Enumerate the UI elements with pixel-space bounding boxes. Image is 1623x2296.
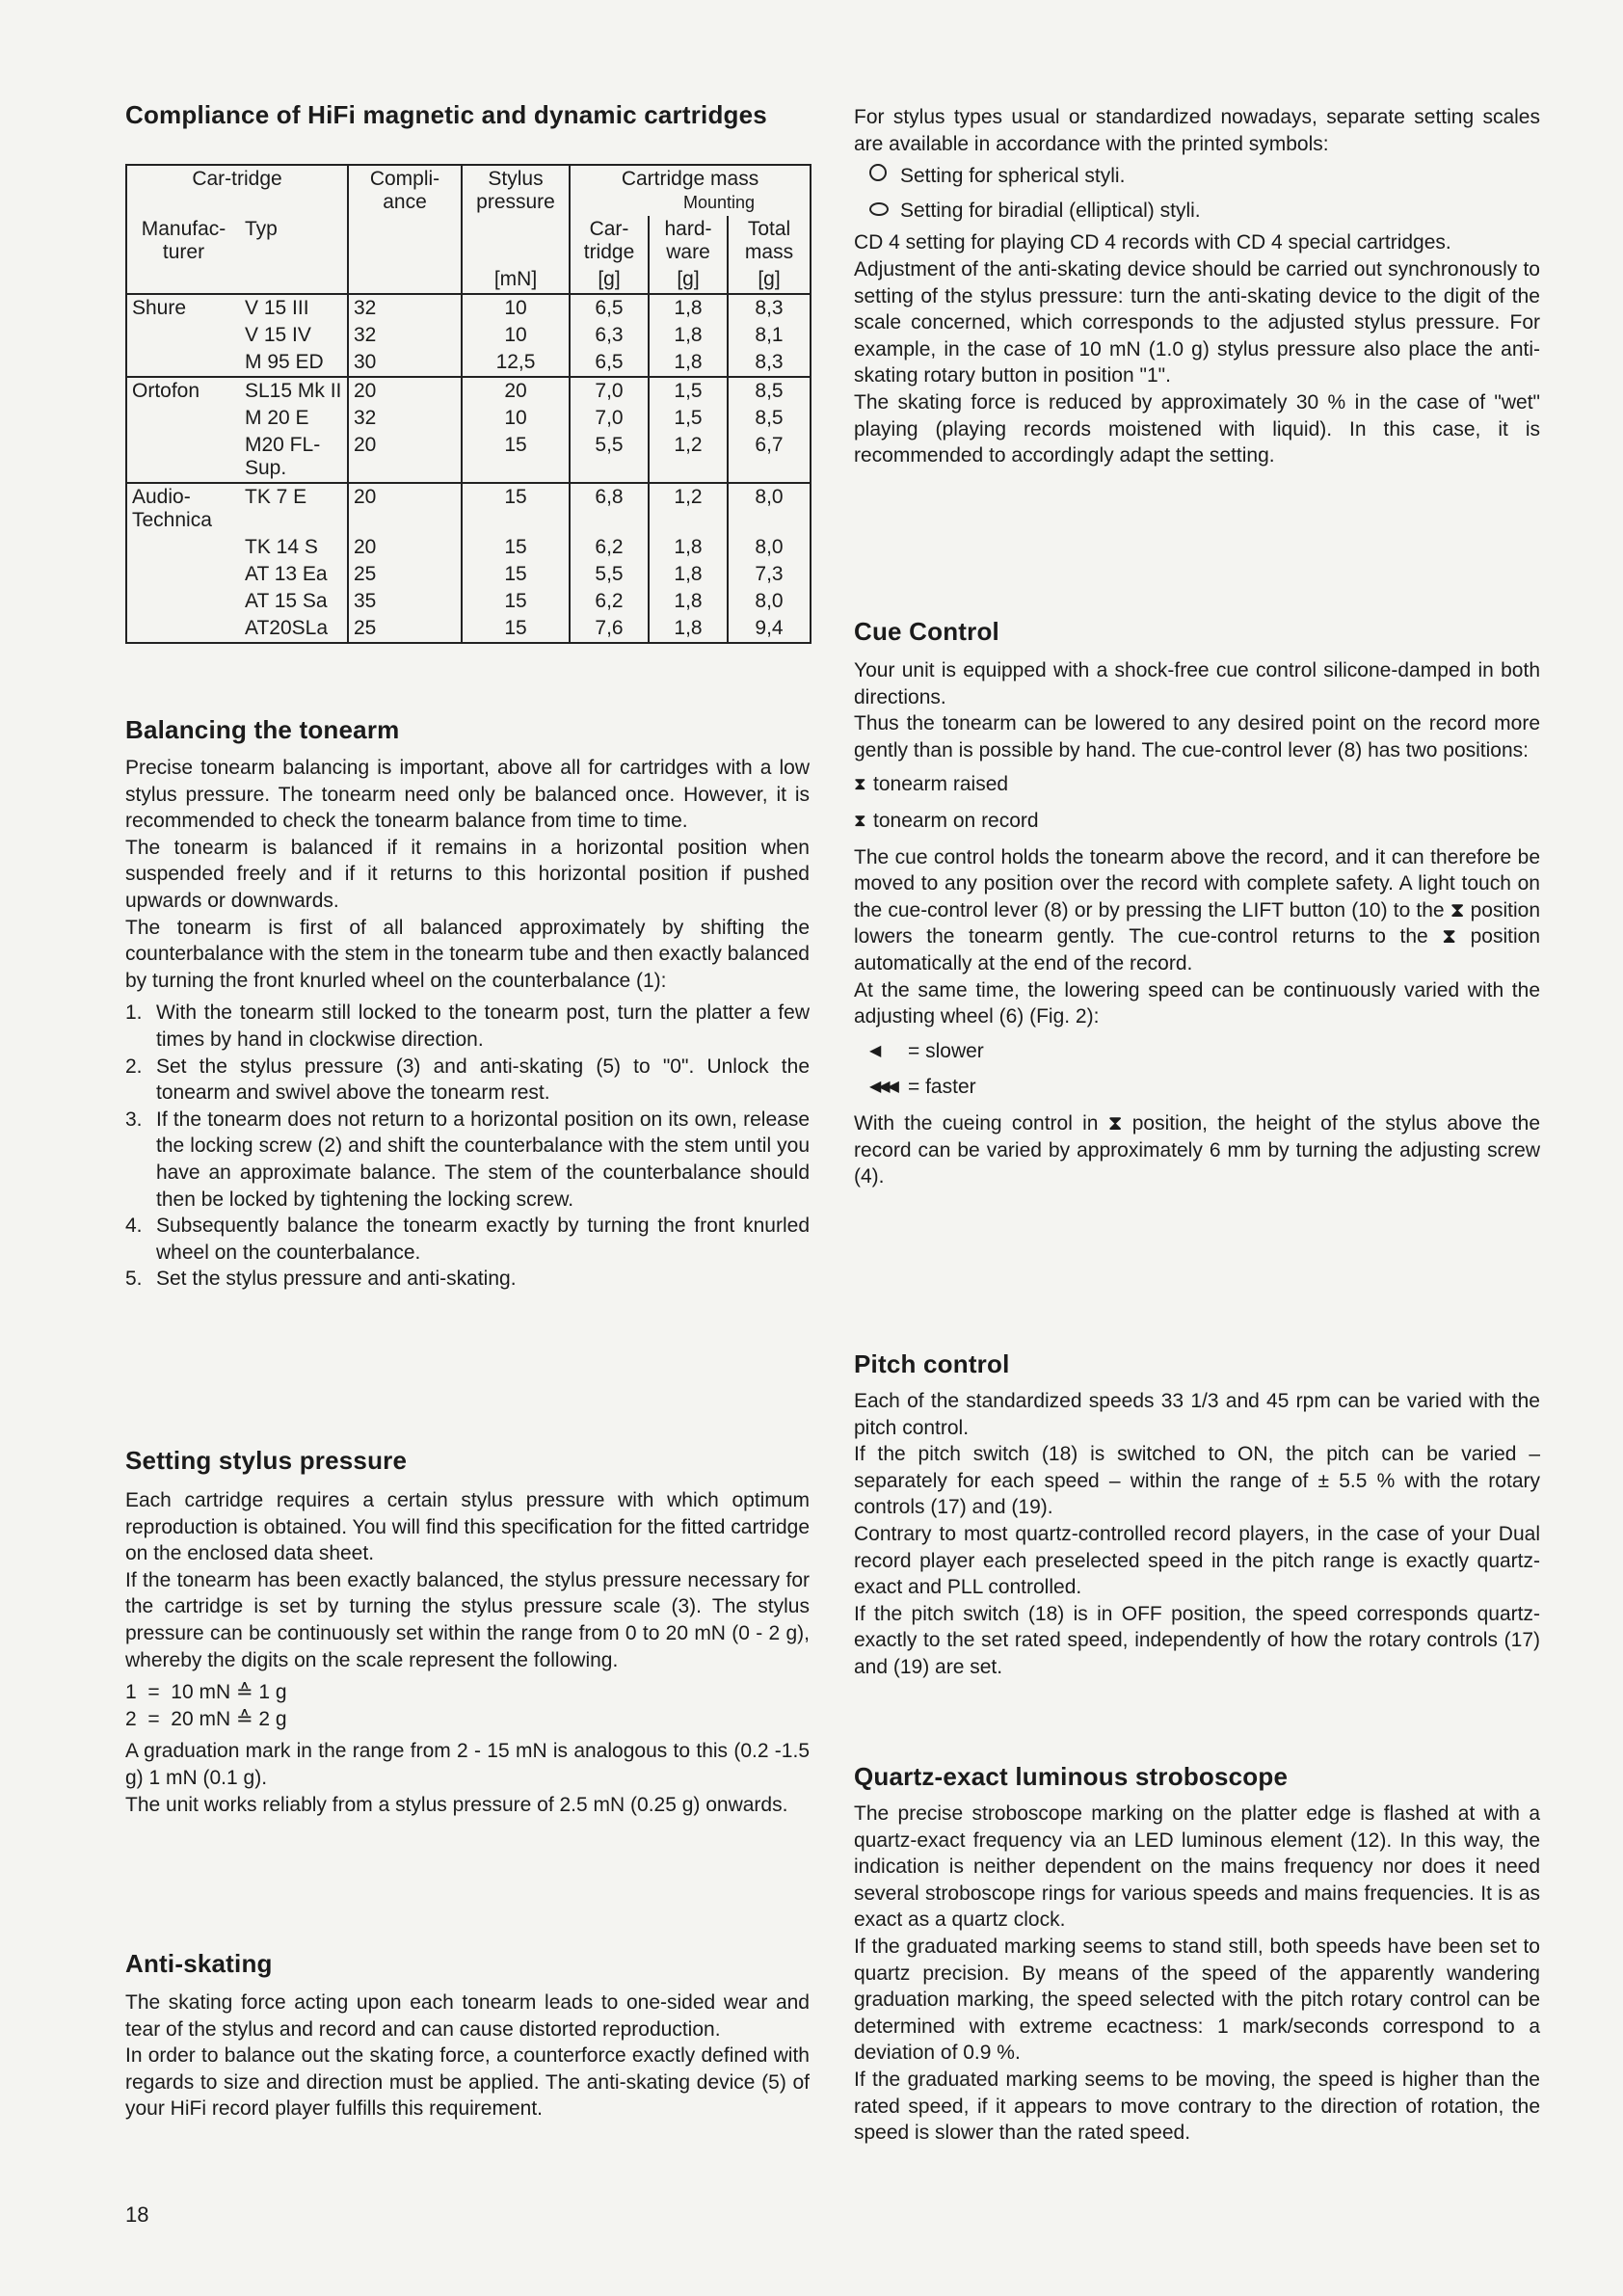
paragraph: A graduation mark in the range from 2 - 15 mN is analogous to this (0.2 -1.5 g) 1 mN (0.1 g). — [125, 1740, 810, 1789]
cell-cartridge-mass: 5,5 — [570, 432, 649, 483]
cell-pressure: 15 — [462, 483, 570, 534]
cell-pressure: 20 — [462, 377, 570, 405]
th-unit-g: [g] — [758, 268, 781, 290]
paragraph: Each of the standardized speeds 33 1/3 and 45 rpm can be varied with the pitch control. — [854, 1390, 1540, 1439]
balancing-text — [125, 755, 810, 1293]
th-mounting: Mounting — [682, 193, 756, 212]
cell-cartridge-mass: 6,5 — [570, 294, 649, 322]
cell-typ: AT 15 Sa — [240, 588, 348, 615]
cue-control-text — [854, 657, 1540, 1190]
table-row — [126, 405, 811, 432]
cell-pressure: 15 — [462, 588, 570, 615]
th-total-mass: Total mass — [744, 218, 794, 263]
th-typ: Typ — [240, 216, 348, 266]
paragraph: With the cueing control in ⧗ position, the height of the stylus above the record can be varied by approximately 6 mm by turning the adjusting screw (4). — [854, 1111, 1540, 1188]
list-item: 5. Set the stylus pressure and anti-skating. — [125, 1268, 517, 1291]
paragraph: If the pitch switch (18) is switched to ON, the pitch can be varied – separately for each speed – within the range of ± 5.5 % with the rotary controls (17) and (19). — [854, 1443, 1540, 1519]
cell-manufacturer — [126, 322, 240, 349]
cell-compliance: 20 — [348, 483, 462, 534]
cell-cartridge-mass: 6,2 — [570, 534, 649, 561]
paragraph: The skating force is reduced by approximately 30 % in the case of "wet" playing (playing records moistened with liquid). In this case, it is recommended to accordingly adapt the setting. — [854, 390, 1540, 467]
cell-compliance: 20 — [348, 432, 462, 483]
cell-hardware-mass: 1,8 — [649, 349, 728, 377]
table-row — [126, 588, 811, 615]
paragraph: Adjustment of the anti-skating device should be carried out synchronously to setting of the stylus pressure: turn the anti-skating device to the digit of the scale concerned, which corresponds to the adjusted stylus pressure. For example, in the case of 10 mN (1.0 g) stylus pressure also place the anti-skating rotary button in position "1". — [854, 257, 1540, 387]
th-stylus-pressure: Stylus pressure — [462, 165, 570, 216]
cell-manufacturer — [126, 432, 240, 483]
biradial-setting: Setting for biradial (elliptical) styli. — [869, 198, 1540, 225]
compliance-title: Compliance of HiFi magnetic and dynamic cartridges — [125, 100, 767, 129]
cell-pressure: 15 — [462, 534, 570, 561]
cell-cartridge-mass: 6,5 — [570, 349, 649, 377]
anti-skating-title: Anti-skating — [125, 1949, 273, 1978]
cell-compliance: 25 — [348, 561, 462, 588]
paragraph: The unit works reliably from a stylus pressure of 2.5 mN (0.25 g) onwards. — [125, 1793, 788, 1816]
cell-hardware-mass: 1,8 — [649, 588, 728, 615]
cell-manufacturer — [126, 588, 240, 615]
cell-compliance: 32 — [348, 405, 462, 432]
paragraph: The cue control holds the tonearm above the record, and it can therefore be moved to any position over the record with complete safety. A light touch on the cue-control lever (8) or by pressing the LIFT button (10) to the ⧗ position lowers the tonearm gently. The cue-control returns to the ⧗ position automatically at the end of the record. — [854, 845, 1540, 974]
paragraph: Each cartridge requires a certain stylus pressure with which optimum reproduction is obtained. You will find this specification for the fitted cartridge on the enclosed data sheet. — [125, 1489, 810, 1565]
cell-manufacturer — [126, 405, 240, 432]
cell-hardware-mass: 1,8 — [649, 294, 728, 322]
cell-manufacturer — [126, 561, 240, 588]
th-unit-mn: [mN] — [462, 266, 570, 294]
cell-total-mass: 8,5 — [755, 407, 784, 429]
cell-pressure: 10 — [462, 322, 570, 349]
cell-pressure: 15 — [462, 615, 570, 643]
th-cartridge-mass-label: Cartridge mass — [621, 168, 759, 190]
speed-slower: ◀ = slower — [869, 1038, 1540, 1065]
cell-manufacturer — [126, 615, 240, 643]
slow-arrow-icon: ◀ — [869, 1042, 879, 1059]
cell-compliance: 35 — [348, 588, 462, 615]
cell-pressure: 15 — [462, 432, 570, 483]
list-item: 3. If the tonearm does not return to a horizontal position on its own, release the locking screw (2) and shift the counterbalance with the stem until you have an approximate balance. The stem of the counterbalance should then be locked by tightening the locking screw. — [125, 1108, 810, 1211]
formula-1: 1 = 10 mN ≙ 1 g — [125, 1681, 287, 1704]
cell-hardware-mass: 1,8 — [649, 534, 728, 561]
cell-total-mass: 9,4 — [755, 617, 784, 639]
pitch-control-text — [854, 1388, 1540, 1681]
cell-typ: V 15 III — [240, 294, 348, 322]
paragraph: The tonearm is balanced if it remains in a horizontal position when suspended freely and if it returns to this horizontal position if pushed upwards or downwards. — [125, 836, 810, 912]
cell-typ: AT 13 Ea — [240, 561, 348, 588]
table-subheader-row — [126, 216, 811, 266]
paragraph: The skating force acting upon each tonearm leads to one-sided wear and tear of the stylus and record and can cause distorted reproduction. — [125, 1991, 810, 2041]
cell-manufacturer: Audio-Technica — [126, 483, 240, 534]
paragraph: In order to balance out the skating force, a counterforce exactly defined with regards to size and direction must be applied. The anti-skating device (5) of your HiFi record player fulfills this requirement. — [125, 2044, 810, 2121]
cell-total-mass: 8,3 — [755, 351, 784, 373]
cell-manufacturer — [126, 349, 240, 377]
spherical-setting: Setting for spherical styli. — [869, 163, 1540, 190]
cell-typ: M 95 ED — [240, 349, 348, 377]
paragraph: Thus the tonearm can be lowered to any desired point on the record more gently than is possible by hand. The cue-control lever (8) has two positions: — [854, 712, 1540, 761]
cell-total-mass: 7,3 — [755, 563, 784, 585]
table-row — [126, 615, 811, 643]
table-row — [126, 377, 811, 405]
cell-typ: M 20 E — [240, 405, 348, 432]
paragraph: Your unit is equipped with a shock-free cue control silicone-damped in both directions. — [854, 659, 1540, 708]
cell-compliance: 20 — [348, 534, 462, 561]
stroboscope-title: Quartz-exact luminous stroboscope — [854, 1762, 1289, 1791]
cue-lowered-icon: ⧗ — [854, 810, 866, 830]
cell-cartridge-mass: 7,6 — [570, 615, 649, 643]
cell-hardware-mass: 1,2 — [649, 432, 728, 483]
cell-cartridge-mass: 7,0 — [570, 405, 649, 432]
th-manufacturer: Manufac-turer — [141, 218, 226, 263]
paragraph: If the graduated marking seems to stand still, both speeds have been set to quartz precision. By means of the speed of the apparently wandering graduation marking, the speed selected with the pitch rotary control can be determined with extreme ecactness: 1 mark/seconds correspond to a deviation of 0.9 %. — [854, 1935, 1540, 2065]
table-row — [126, 294, 811, 322]
cue-control-title: Cue Control — [854, 617, 999, 646]
table-row — [126, 349, 811, 377]
th-cartridge-mass — [570, 165, 811, 216]
cell-typ: SL15 Mk II — [240, 377, 348, 405]
fast-arrows-icon: ◀◀◀ — [869, 1079, 896, 1096]
cell-cartridge-mass: 7,0 — [570, 377, 649, 405]
cell-typ: V 15 IV — [240, 322, 348, 349]
paragraph: If the graduated marking seems to be moving, the speed is higher than the rated speed, if it appears to move contrary to the direction of rotation, the speed is slower than the rated speed. — [854, 2068, 1540, 2145]
cell-cartridge-mass: 6,8 — [570, 483, 649, 534]
table-row — [126, 322, 811, 349]
paragraph: CD 4 setting for playing CD 4 records with CD 4 special cartridges. — [854, 231, 1451, 254]
speed-faster: ◀◀◀ = faster — [869, 1074, 1540, 1101]
formula-2: 2 = 20 mN ≙ 2 g — [125, 1707, 287, 1730]
list-item: 1. With the tonearm still locked to the tonearm post, turn the platter a few times by hand in clockwise direction. — [125, 1001, 810, 1051]
cell-total-mass: 8,1 — [755, 324, 784, 346]
cell-hardware-mass: 1,5 — [649, 377, 728, 405]
list-item: 2. Set the stylus pressure (3) and anti-skating (5) to "0". Unlock the tonearm and swivel above the tonearm rest. — [125, 1055, 810, 1105]
cell-pressure: 10 — [462, 405, 570, 432]
cell-compliance: 25 — [348, 615, 462, 643]
table-row — [126, 534, 811, 561]
th-unit-g: [g] — [570, 266, 649, 294]
cell-compliance: 30 — [348, 349, 462, 377]
compliance-table — [125, 164, 812, 644]
cue-on-record: ⧗ tonearm on record — [854, 808, 1540, 835]
cell-total-mass: 6,7 — [755, 434, 784, 456]
cell-total-mass: 8,3 — [728, 294, 811, 322]
anti-skating-text — [125, 1989, 810, 2122]
cell-hardware-mass: 1,2 — [649, 483, 728, 534]
cell-hardware-mass: 1,8 — [649, 322, 728, 349]
cell-manufacturer: Ortofon — [126, 377, 240, 405]
stylus-pressure-title: Setting stylus pressure — [125, 1446, 408, 1475]
paragraph: The precise stroboscope marking on the platter edge is flashed at with a quartz-exact frequency via an LED luminous element (12). In this way, the indication is neither dependent on the mains frequency nor does it need several stroboscope rings for various speeds and mains frequencies. It is as exact as a quartz clock. — [854, 1802, 1540, 1932]
cell-cartridge-mass: 6,2 — [570, 588, 649, 615]
cue-raised-icon: ⧗ — [854, 774, 866, 794]
paragraph: If the pitch switch (18) is in OFF position, the speed corresponds quartz-exactly to the set rated speed, independently of how the rotary controls (17) and (19) are set. — [854, 1602, 1540, 1678]
table-row — [126, 561, 811, 588]
table-header-row — [126, 165, 811, 216]
th-car-tridge: Car-tridge — [570, 216, 649, 266]
paragraph: Precise tonearm balancing is important, above all for cartridges with a low stylus pressure. The tonearm need only be balanced once. However, it is recommended to check the tonearm balance from time to time. — [125, 757, 810, 833]
stroboscope-text — [854, 1801, 1540, 2147]
cue-raised: ⧗ tonearm raised — [854, 771, 1540, 798]
stylus-types-text — [854, 104, 1540, 469]
paragraph: Contrary to most quartz-controlled record players, in the case of your Dual record player each preselected speed in the pitch range is exactly quartz-exact and PLL controlled. — [854, 1522, 1540, 1599]
stylus-pressure-text — [125, 1487, 810, 1818]
th-cartridge: Car-tridge — [126, 165, 348, 216]
cell-total-mass: 8,0 — [755, 590, 784, 612]
paragraph: At the same time, the lowering speed can be continuously varied with the adjusting wheel (6) (Fig. 2): — [854, 978, 1540, 1028]
table-row — [126, 432, 811, 483]
cell-compliance: 32 — [348, 322, 462, 349]
th-hardware: hard-ware — [649, 216, 728, 266]
paragraph: For stylus types usual or standardized nowadays, separate setting scales are available in accordance with the printed symbols: — [854, 106, 1540, 155]
pitch-control-title: Pitch control — [854, 1349, 1010, 1378]
cell-hardware-mass: 1,5 — [649, 405, 728, 432]
cell-pressure: 10 — [462, 294, 570, 322]
cell-total-mass: 8,5 — [728, 377, 811, 405]
balancing-title: Balancing the tonearm — [125, 715, 400, 744]
cell-compliance: 32 — [348, 294, 462, 322]
th-compliance: Compli-ance — [348, 165, 462, 216]
paragraph: If the tonearm has been exactly balanced, the stylus pressure necessary for the cartridge is set by turning the stylus pressure scale (3). The stylus pressure can be continuously set within the range from 0 to 20 mN (0 - 2 g), whereby the digits on the scale represent the following. — [125, 1568, 810, 1671]
cell-typ: TK 7 E — [240, 483, 348, 534]
table-row — [126, 483, 811, 534]
list-item: 4. Subsequently balance the tonearm exactly by turning the front knurled wheel on the counterbalance. — [125, 1215, 810, 1264]
cell-pressure: 15 — [462, 561, 570, 588]
cell-manufacturer — [126, 534, 240, 561]
cell-cartridge-mass: 6,3 — [570, 322, 649, 349]
cell-hardware-mass: 1,8 — [649, 561, 728, 588]
cell-total-mass: 8,0 — [755, 536, 784, 558]
cell-typ: TK 14 S — [240, 534, 348, 561]
table-unit-row — [126, 266, 811, 294]
cell-compliance: 20 — [348, 377, 462, 405]
cell-typ: M20 FL-Sup. — [240, 432, 348, 483]
cell-cartridge-mass: 5,5 — [570, 561, 649, 588]
balancing-steps — [125, 1000, 810, 1293]
cell-manufacturer: Shure — [126, 294, 240, 322]
th-unit-g: [g] — [649, 266, 728, 294]
cell-pressure: 12,5 — [462, 349, 570, 377]
cell-hardware-mass: 1,8 — [649, 615, 728, 643]
cell-total-mass: 8,0 — [728, 483, 811, 534]
cell-typ: AT20SLa — [240, 615, 348, 643]
ellipse-symbol-icon — [869, 202, 889, 216]
paragraph: The tonearm is first of all balanced approximately by shifting the counterbalance with the stem in the tonearm tube and then exactly balanced by turning the front knurled wheel on the counterbalance (1): — [125, 916, 810, 992]
page-number: 18 — [125, 2203, 149, 2227]
circle-symbol-icon — [869, 164, 887, 181]
